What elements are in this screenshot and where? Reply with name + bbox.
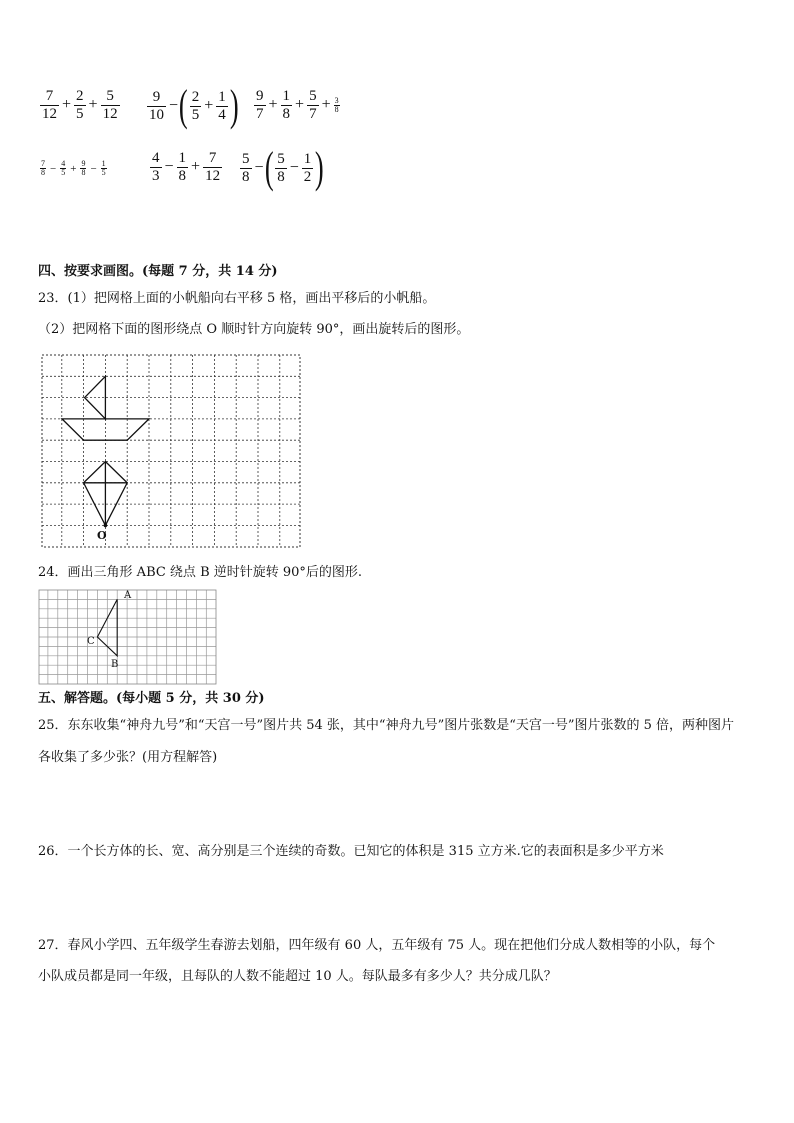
fraction: $\frac{1}{4}$ xyxy=(218,89,226,123)
fraction: $\frac{7}{12}$ xyxy=(42,88,57,122)
question-23-part-2: （2）把网格下面的图形绕点 O 顺时针方向旋转 90°，画出旋转后的图形。 xyxy=(38,322,470,337)
expression-1: $\frac{7}{12}$ + $\frac{2}{5}$ + $\frac{5}{12}$ xyxy=(42,88,118,122)
fraction: $\frac{9}{8}$ xyxy=(81,159,86,177)
fraction: $\frac{7}{12}$ xyxy=(205,150,221,184)
grid-lines xyxy=(39,590,216,684)
question-26: 26．一个长方体的长、宽、高分别是三个连续的奇数。已知它的体积是 315 立方米.它的表面积是多少平方米 xyxy=(38,844,664,859)
vertex-label-a: A xyxy=(124,590,132,601)
grid-lines xyxy=(42,355,300,547)
question-27-line-2: 小队成员都是同一年级，且每队的人数不能超过 10 人。每队最多有多少人？共分成几队？ xyxy=(38,969,557,984)
fraction: $\frac{1}{8}$ xyxy=(282,88,291,122)
section-4-title: 四、按要求画图。(每题 7 分，共 14 分) xyxy=(38,264,278,279)
question-25-line-1: 25．东东收集“神舟九号”和“天宫一号”图片共 54 张，其中“神舟九号”图片张数是“天宫一号”图片张数的 5 倍，两种图片 xyxy=(38,718,735,733)
vertex-label-b: B xyxy=(111,659,119,670)
fraction: $\frac{1}{2}$ xyxy=(303,151,312,185)
fraction: $\frac{5}{7}$ xyxy=(309,88,317,122)
point-o-marker xyxy=(104,524,108,528)
fraction: $\frac{3}{8}$ xyxy=(334,95,339,114)
section-5-title: 五、解答题。(每小题 5 分，共 30 分) xyxy=(38,691,265,706)
fraction: $\frac{9}{10}$ xyxy=(149,89,164,123)
grid-23 xyxy=(40,353,302,549)
question-27-line-1: 27．春风小学四、五年级学生春游去划船，四年级有 60 人，五年级有 75 人。现在把他们分成人数相等的小队，每个 xyxy=(38,938,716,953)
fraction: $\frac{1}{8}$ xyxy=(178,150,187,184)
fraction: $\frac{4}{3}$ xyxy=(152,150,160,184)
fraction: $\frac{2}{5}$ xyxy=(76,88,84,122)
kite-shape xyxy=(84,462,128,526)
question-23-part-1: 23．(1）把网格上面的小帆船向右平移 5 格，画出平移后的小帆船。 xyxy=(38,291,436,306)
expression-3: $\frac{9}{7}$ + $\frac{1}{8}$ + $\frac{5}{7}$ + $\frac{3}{8}$ xyxy=(256,88,339,122)
fraction: $\frac{5}{8}$ xyxy=(277,151,285,185)
expression-6: $\frac{5}{8}$ − ( $\frac{5}{8}$ − $\frac{1}{2}$ ) xyxy=(242,143,324,192)
fraction: $\frac{7}{8}$ xyxy=(41,159,45,177)
fraction: $\frac{5}{12}$ xyxy=(102,88,118,122)
point-o-label: O xyxy=(97,529,107,542)
fraction: $\frac{2}{5}$ xyxy=(191,89,200,123)
question-24: 24．画出三角形 ABC 绕点 B 逆时针旋转 90°后的图形. xyxy=(38,565,363,580)
grid-24 xyxy=(38,589,218,685)
fraction: $\frac{9}{7}$ xyxy=(256,88,264,122)
fraction: $\frac{1}{5}$ xyxy=(101,159,106,177)
expression-2: $\frac{9}{10}$ − ( $\frac{2}{5}$ + $\frac{1}{4}$ ) xyxy=(149,81,239,130)
vertex-label-c: C xyxy=(87,636,95,647)
fraction: $\frac{4}{5}$ xyxy=(61,159,66,177)
question-25-line-2: 各收集了多少张？(用方程解答) xyxy=(38,750,218,765)
fraction: $\frac{5}{8}$ xyxy=(242,151,250,185)
expression-5: $\frac{4}{3}$ − $\frac{1}{8}$ + $\frac{7}{12}$ xyxy=(152,150,221,184)
expression-4: $\frac{7}{8}$ − $\frac{4}{5}$ + $\frac{9}{8}$ − $\frac{1}{5}$ xyxy=(41,159,106,177)
sailboat xyxy=(62,376,149,440)
